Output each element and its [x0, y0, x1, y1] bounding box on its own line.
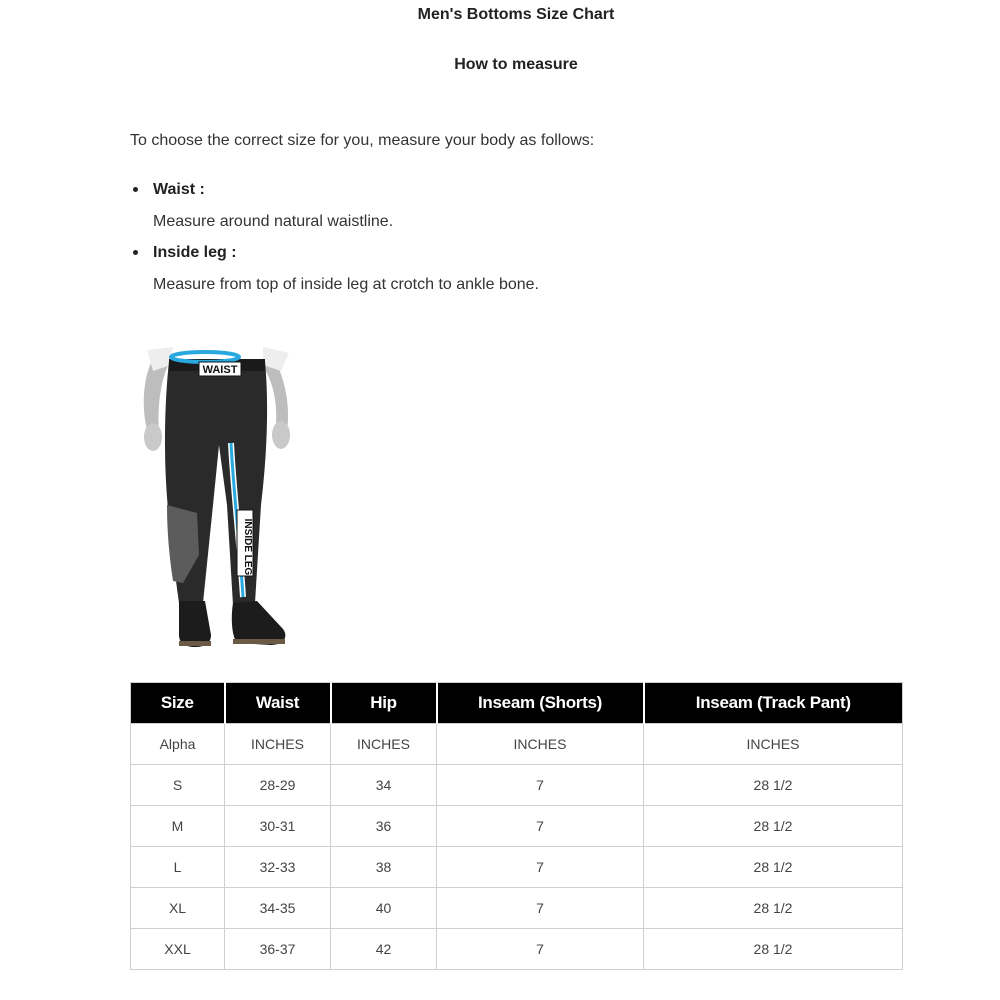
table-cell: INCHES: [644, 724, 903, 765]
table-cell: 38: [331, 847, 437, 888]
table-row: [131, 765, 903, 806]
table-cell: 7: [437, 765, 644, 806]
table-cell: XXL: [131, 929, 225, 970]
table-cell: 7: [437, 929, 644, 970]
table-cell: 28 1/2: [644, 847, 903, 888]
header-inseam-shorts: Inseam (Shorts): [437, 683, 644, 724]
right-shoe: [232, 601, 286, 645]
inside-leg-label: INSIDE LEG: [242, 518, 253, 576]
section-title: How to measure: [454, 56, 578, 73]
table-cell: INCHES: [331, 724, 437, 765]
table-cell: 7: [437, 847, 644, 888]
left-hand: [144, 423, 162, 451]
table-cell: 28 1/2: [644, 929, 903, 970]
measure-term: Inside leg :: [153, 244, 237, 261]
header-size: Size: [131, 683, 225, 724]
measure-description: Measure around natural waistline.: [153, 213, 394, 230]
measure-list: [130, 180, 539, 295]
size-chart-table: [130, 682, 903, 970]
table-cell: 30-31: [225, 806, 331, 847]
table-row: [131, 724, 903, 765]
table-cell: XL: [131, 888, 225, 929]
header-hip: Hip: [331, 683, 437, 724]
table-cell: 28 1/2: [644, 806, 903, 847]
table-cell: 36: [331, 806, 437, 847]
table-cell: M: [131, 806, 225, 847]
table-row: [131, 806, 903, 847]
intro-text: To choose the correct size for you, measure your body as follows:: [130, 132, 595, 149]
table-cell: 32-33: [225, 847, 331, 888]
right-hand: [272, 421, 290, 449]
table-cell: 28 1/2: [644, 888, 903, 929]
waist-measure-band: [171, 352, 239, 362]
table-cell: 42: [331, 929, 437, 970]
table-row: [131, 888, 903, 929]
bullet-icon: [133, 187, 138, 192]
table-cell: INCHES: [225, 724, 331, 765]
table-cell: 34-35: [225, 888, 331, 929]
right-sole: [233, 639, 285, 644]
page-title: Men's Bottoms Size Chart: [417, 6, 615, 23]
waist-label: WAIST: [202, 364, 238, 376]
table-cell: 7: [437, 888, 644, 929]
measure-item-inside-leg: [130, 243, 539, 295]
table-row: [131, 847, 903, 888]
table-header-row: [131, 683, 903, 724]
table-row: [131, 929, 903, 970]
table-cell: L: [131, 847, 225, 888]
measure-description: Measure from top of inside leg at crotch to ankle bone.: [153, 276, 539, 293]
table-cell: INCHES: [437, 724, 644, 765]
table-cell: S: [131, 765, 225, 806]
table-cell: 28 1/2: [644, 765, 903, 806]
left-shoe: [179, 601, 211, 647]
measure-term: Waist :: [153, 181, 205, 198]
left-sole: [179, 641, 211, 646]
table-cell: 34: [331, 765, 437, 806]
header-inseam-track-pant: Inseam (Track Pant): [644, 683, 903, 724]
table-cell: 7: [437, 806, 644, 847]
trousers-measurement-illustration: [133, 345, 303, 655]
table-cell: Alpha: [131, 724, 225, 765]
table-cell: 36-37: [225, 929, 331, 970]
measure-item-waist: [130, 180, 539, 232]
bullet-icon: [133, 250, 138, 255]
table-cell: 28-29: [225, 765, 331, 806]
header-waist: Waist: [225, 683, 331, 724]
table-cell: 40: [331, 888, 437, 929]
